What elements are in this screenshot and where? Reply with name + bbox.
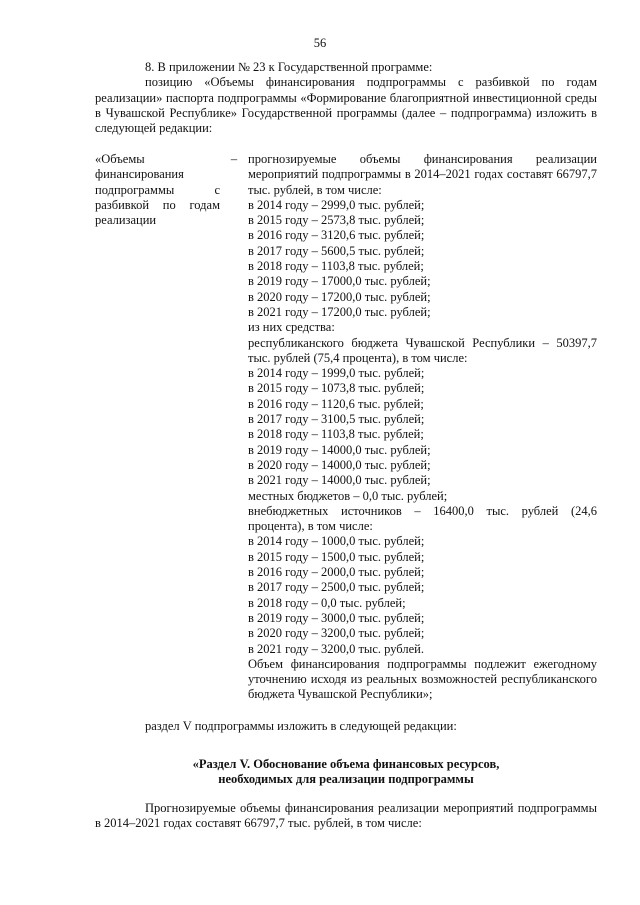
value-line: в 2018 году – 0,0 тыс. рублей; <box>248 595 406 610</box>
value-line: из них средства: <box>248 320 335 335</box>
value-line: в 2016 году – 1120,6 тыс. рублей; <box>248 396 424 411</box>
value-line: в 2018 году – 1103,8 тыс. рублей; <box>248 427 424 442</box>
passport-dash: – <box>230 152 238 166</box>
value-line: в 2020 году – 17200,0 тыс. рублей; <box>248 289 431 304</box>
heading-line: «Раздел V. Обоснование объема финансовых ресурсов, <box>192 757 500 771</box>
item-heading: 8. В приложении № 23 к Государственной программе: <box>145 60 433 74</box>
passport-table <box>95 152 597 703</box>
value-line: в 2016 году – 3120,6 тыс. рублей; <box>248 228 425 243</box>
value-line: в 2020 году – 14000,0 тыс. рублей; <box>248 457 431 472</box>
heading-line: необходимых для реализации подпрограммы <box>218 772 474 787</box>
value-line: в 2014 году – 1999,0 тыс. рублей; <box>248 366 425 381</box>
section-heading <box>95 757 597 788</box>
value-line: в 2021 году – 14000,0 тыс. рублей; <box>248 473 431 488</box>
value-line: в 2015 году – 2573,8 тыс. рублей; <box>248 213 425 228</box>
section-instruction: раздел V подпрограммы изложить в следующей редакции: <box>145 719 457 733</box>
value-line: в 2021 году – 3200,0 тыс. рублей. <box>248 641 424 656</box>
value-line: в 2016 году – 2000,0 тыс. рублей; <box>248 565 425 580</box>
value-line: в 2018 году – 1103,8 тыс. рублей; <box>248 259 424 274</box>
intro-paragraphs <box>95 60 597 136</box>
value-line: в 2017 году – 3100,5 тыс. рублей; <box>248 412 425 427</box>
value-line: в 2019 году – 14000,0 тыс. рублей; <box>248 442 431 457</box>
value-line: в 2017 году – 2500,0 тыс. рублей; <box>248 580 425 595</box>
value-line: в 2014 году – 1000,0 тыс. рублей; <box>248 534 425 549</box>
value-line: в 2019 году – 3000,0 тыс. рублей; <box>248 610 425 625</box>
value-line: в 2021 году – 17200,0 тыс. рублей; <box>248 304 431 319</box>
value-line: в 2015 году – 1500,0 тыс. рублей; <box>248 549 425 564</box>
value-line: прогнозируемые объемы финансирования реализации мероприятий подпрограммы в 2014–2021 годах составят 66797,7 тыс. рублей, в том числе: <box>248 152 597 197</box>
value-line: в 2020 году – 3200,0 тыс. рублей; <box>248 626 425 641</box>
value-line: в 2017 году – 5600,5 тыс. рублей; <box>248 243 425 258</box>
passport-instruction: позицию «Объемы финансирования подпрограммы с разбивкой по годам реализации» паспорта подпрограммы «Формирование благоприятной инвестиционной среды в Чувашской Республике» Государственной программы (далее – подпрограмма) изложить в следующей редакции: <box>95 75 597 136</box>
value-line: в 2019 году – 17000,0 тыс. рублей; <box>248 274 431 289</box>
body-paragraph: Прогнозируемые объемы финансирования реализации мероприятий подпрограммы в 2014–2021 годах составят 66797,7 тыс. рублей, в том числе: <box>95 801 597 831</box>
passport-values <box>248 152 597 703</box>
value-line: Объем финансирования подпрограммы подлежит ежегодному уточнению исходя из реальных возможностей республиканского бюджета Чувашской Республики»; <box>248 656 597 702</box>
value-line: в 2015 году – 1073,8 тыс. рублей; <box>248 381 425 396</box>
value-line: внебюджетных источников – 16400,0 тыс. рублей (24,6 процента), в том числе: <box>248 503 597 534</box>
value-line: местных бюджетов – 0,0 тыс. рублей; <box>248 488 448 503</box>
page-number: 56 <box>313 36 327 50</box>
passport-term: «Объемы финансирования подпрограммы с разбивкой по годам реализации <box>95 152 220 228</box>
value-line: республиканского бюджета Чувашской Республики – 50397,7 тыс. рублей (75,4 процента), в том числе: <box>248 335 597 365</box>
value-line: в 2014 году – 2999,0 тыс. рублей; <box>248 197 425 212</box>
